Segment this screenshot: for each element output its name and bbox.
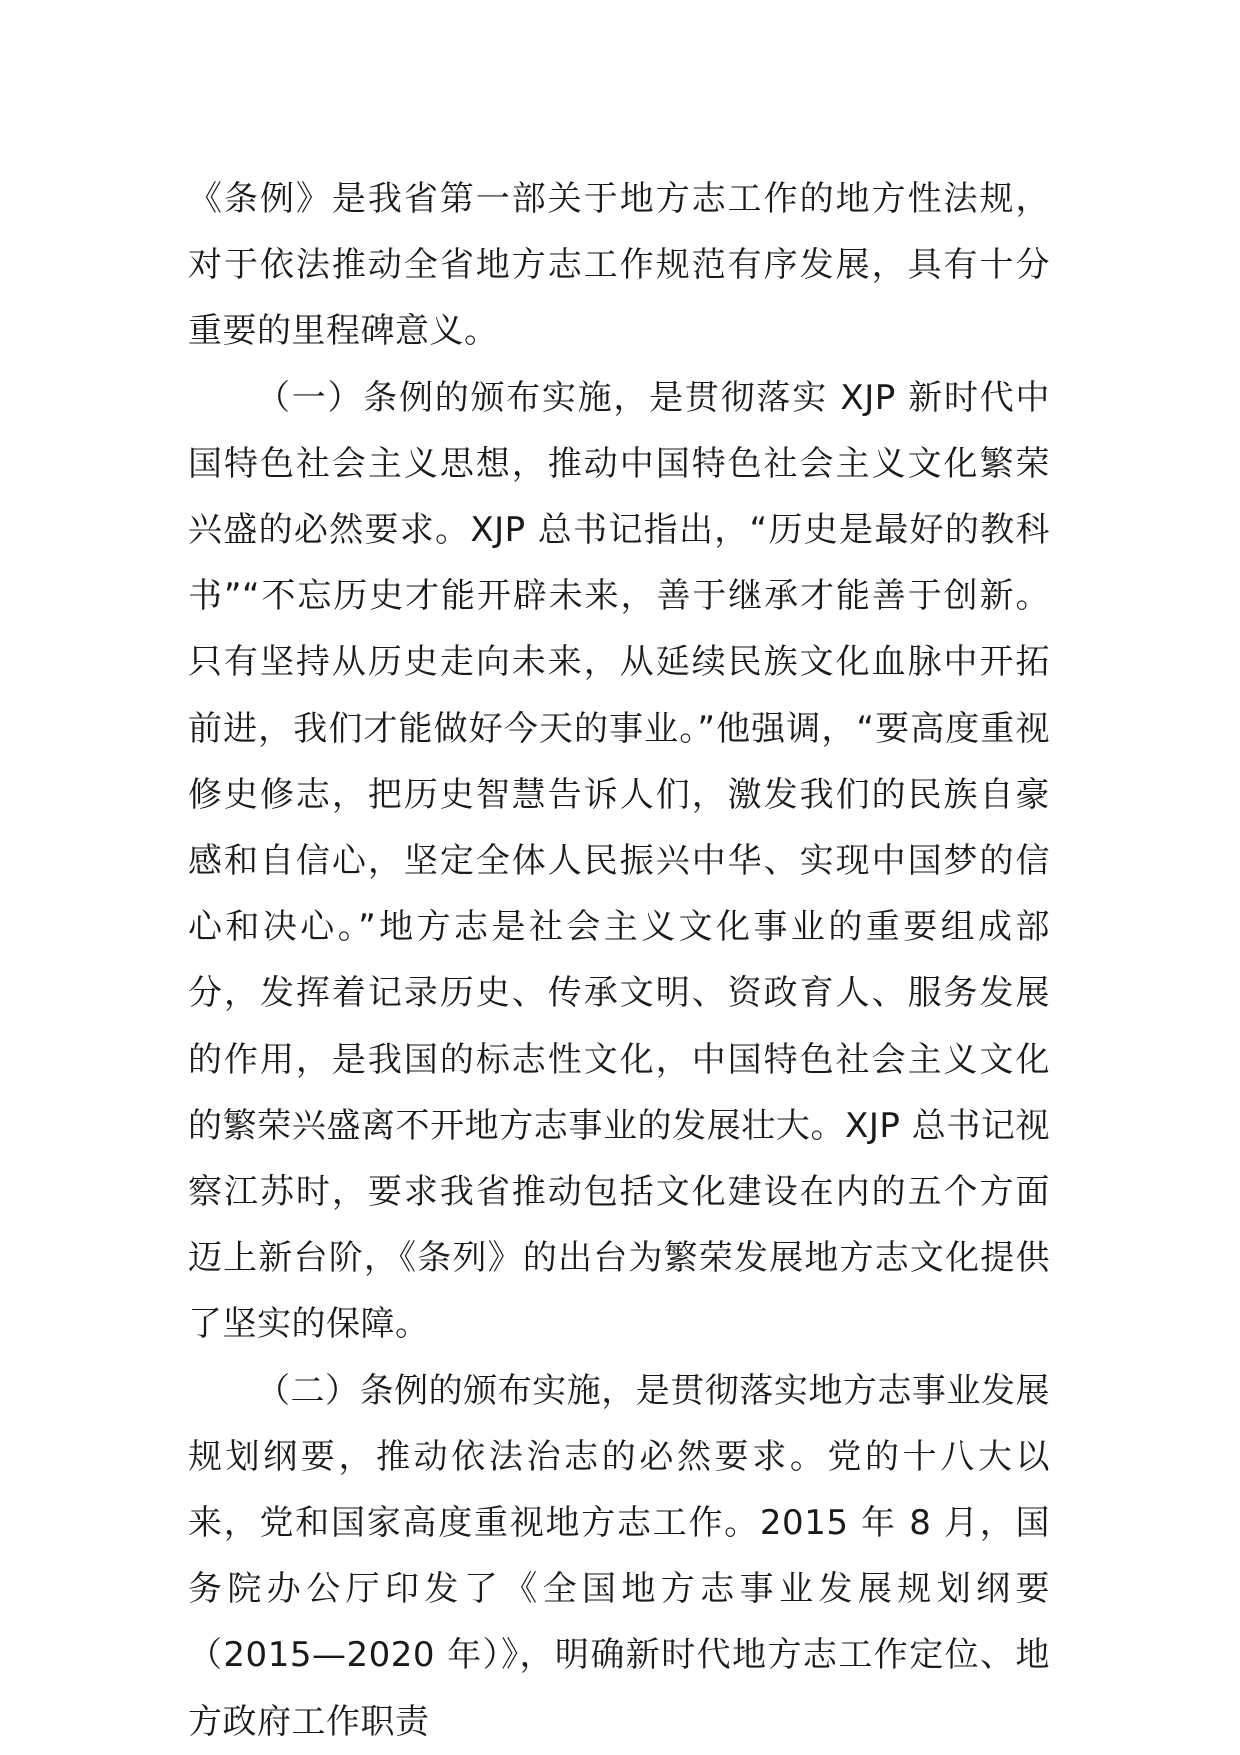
body-text	[188, 166, 1050, 1755]
paragraph-section-two: （二）条例的颁布实施，是贯彻落实地方志事业发展规划纲要，推动依法治志的必然要求。党的十八大以来，党和国家高度重视地方志工作。2015 年 8 月，国务院办公厅印发了《全国地方志事业发展规划纲要（2015—2020 年）》，明确新时代地方志工作定位、地方政府工作职责	[188, 1370, 1050, 1742]
paragraph-intro: 《条例》是我省第一部关于地方志工作的地方性法规，对于依法推动全省地方志工作规范有序发展，具有十分重要的里程碑意义。	[188, 179, 1050, 352]
paragraph-section-one: （一）条例的颁布实施，是贯彻落实 XJP 新时代中国特色社会主义思想，推动中国特色社会主义文化繁荣兴盛的必然要求。XJP 总书记指出，“历史是最好的教科书”“不忘历史才能开辟未来，善于继承才能善于创新。只有坚持从历史走向未来，从延续民族文化血脉中开拓前进，我们才能做好今天的事业。”他强调，“要高度重视修史修志，把历史智慧告诉人们，激发我们的民族自豪感和自信心，坚定全体人民振兴中华、实现中国梦的信心和决心。”地方志是社会主义文化事业的重要组成部分，发挥着记录历史、传承文明、资政育人、服务发展的作用，是我国的标志性文化，中国特色社会主义文化的繁荣兴盛离不开地方志事业的发展壮大。XJP 总书记视察江苏时，要求我省推动包括文化建设在内的五个方面迈上新台阶，《条列》的出台为繁荣发展地方志文化提供了坚实的保障。	[188, 377, 1050, 1345]
